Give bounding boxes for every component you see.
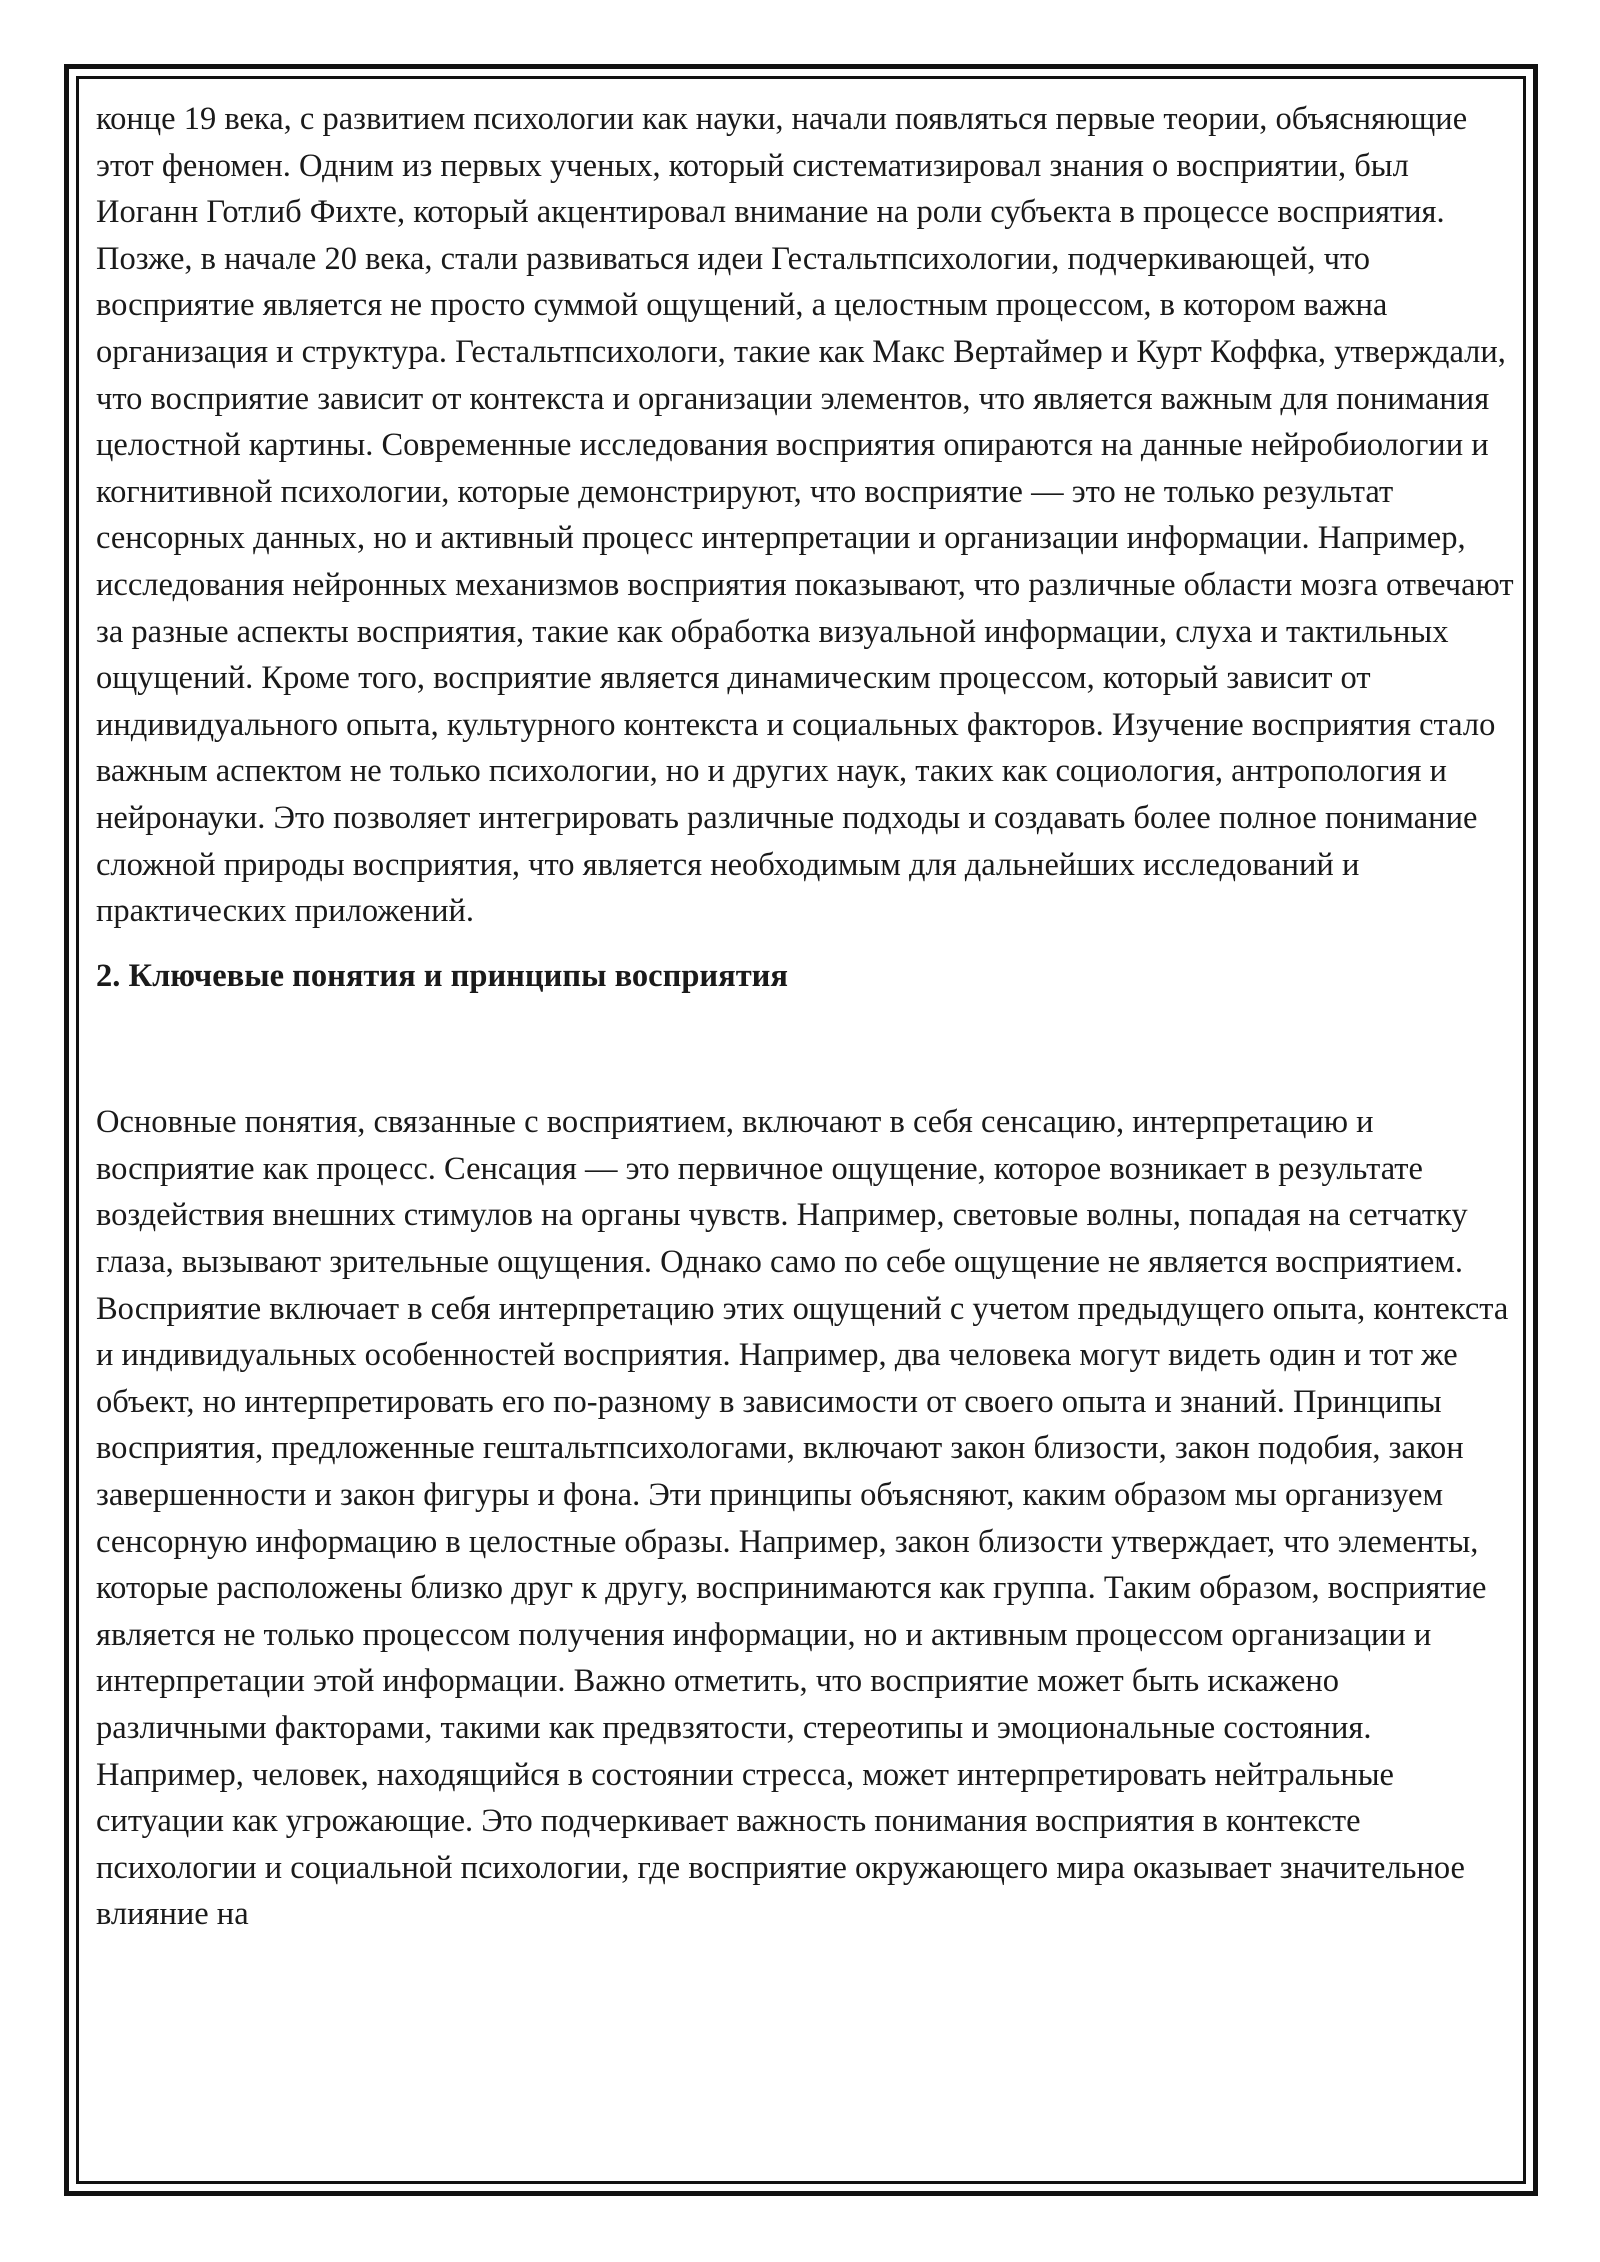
body-paragraph: Основные понятия, связанные с восприятием, включают в себя сенсацию, интерпретацию и восприятие как процесс. Сенсация — это первичное ощущение, которое возникает в результате воздействия внешних стимулов на органы чувств. Например, световые волны, попадая на сетчатку глаза, вызывают зрительные ощущения. Однако само по себе ощущение не является восприятием. Восприятие включает в себя интерпретацию этих ощущений с учетом предыдущего опыта, контекста и индивидуальных особенностей восприятия. Например, два человека могут видеть один и тот же объект, но интерпретировать его по-разному в зависимости от своего опыта и знаний. Принципы восприятия, предложенные гештальтпсихологами, включают закон близости, закон подобия, закон завершенности и закон фигуры и фона. Эти принципы объясняют, каким образом мы организуем сенсорную информацию в целостные образы. Например, закон близости утверждает, что элементы, которые расположены близко друг к другу, воспринимаются как группа. Таким образом, восприятие является не только процессом получения информации, но и активным процессом организации и интерпретации этой информации. Важно отметить, что восприятие может быть искажено различными факторами, такими как предвзятости, стереотипы и эмоциональные состояния. Например, человек, находящийся в состоянии стресса, может интерпретировать нейтральные ситуации как угрожающие. Это подчеркивает важность понимания восприятия в контексте психологии и социальной психологии, где восприятие окружающего мира оказывает значительное влияние на [96,1104,1509,1933]
section-heading: 2. Ключевые понятия и принципы восприятия [96,957,788,994]
body-paragraph: конце 19 века, с развитием психологии как науки, начали появляться первые теории, объясняющие этот феномен. Одним из первых ученых, который систематизировал знания о восприятии, был Иоганн Готлиб Фихте, который акцентировал внимание на роли субъекта в процессе восприятия. Позже, в начале 20 века, стали развиваться идеи Гестальтпсихологии, подчеркивающей, что восприятие является не просто суммой ощущений, а целостным процессом, в котором важна организация и структура. Гестальтпсихологи, такие как Макс Вертаймер и Курт Коффка, утверждали, что восприятие зависит от контекста и организации элементов, что является важным для понимания целостной картины. Современные исследования восприятия опираются на данные нейробиологии и когнитивной психологии, которые демонстрируют, что восприятие — это не только результат сенсорных данных, но и активный процесс интерпретации и организации информации. Например, исследования нейронных механизмов восприятия показывают, что различные области мозга отвечают за разные аспекты восприятия, такие как обработка визуальной информации, слуха и тактильных ощущений. Кроме того, восприятие является динамическим процессом, который зависит от индивидуального опыта, культурного контекста и социальных факторов. Изучение восприятия стало важным аспектом не только психологии, но и других наук, таких как социология, антропология и нейронауки. Это позволяет интегрировать различные подходы и создавать более полное понимание сложной природы восприятия, что является необходимым для дальнейших исследований и практических приложений. [96,101,1514,930]
document-body [96,96,1516,1938]
section-spacer [96,999,1516,1099]
